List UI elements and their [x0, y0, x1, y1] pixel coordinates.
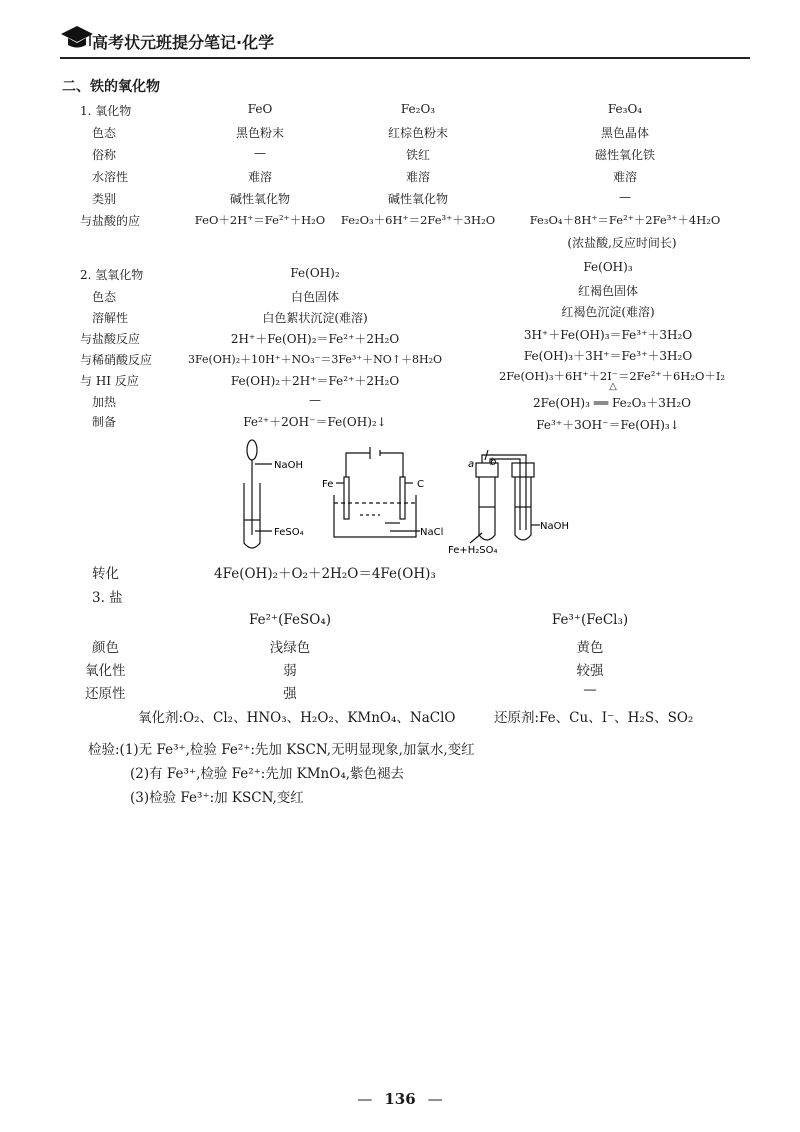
- apparatus-diagram: [220, 435, 580, 560]
- cell: 难溶: [405, 170, 431, 184]
- row-label: 色态: [92, 126, 117, 140]
- cell: Fe³⁺＋3OH⁻＝Fe(OH)₃↓: [536, 418, 680, 432]
- cell: 强: [283, 686, 297, 702]
- test-2: (2)有 Fe³⁺,检验 Fe²⁺:先加 KMnO₄,紫色褪去: [130, 766, 405, 782]
- row-label: 与稀硝酸反应: [80, 353, 153, 367]
- cell: 难溶: [612, 170, 638, 184]
- cell: —: [583, 682, 597, 698]
- header-title: 高考状元班提分笔记·化学: [92, 33, 275, 52]
- cell: 红褐色固体: [577, 284, 639, 298]
- cell: —: [619, 190, 631, 204]
- header-rule: [60, 57, 750, 59]
- cell: 黑色晶体: [600, 126, 650, 140]
- row-label: 色态: [92, 290, 117, 304]
- cell: —: [309, 393, 321, 407]
- label-fe-h2so4: Fe+H₂SO₄: [448, 545, 498, 556]
- salt-col-2: Fe³⁺(FeCl₃): [551, 612, 629, 628]
- cell: 白色固体: [290, 290, 340, 304]
- cell: 浅绿色: [269, 640, 311, 656]
- salts-label: 3. 盐: [92, 590, 123, 606]
- label-a: a: [468, 459, 475, 470]
- oxidants-line: 氧化剂:O₂、Cl₂、HNO₃、H₂O₂、KMnO₄、NaClO: [138, 710, 456, 726]
- cell: Fe(OH)₂＋2H⁺＝Fe²⁺＋2H₂O: [230, 374, 400, 388]
- oxide-col-2: Fe₂O₃: [400, 102, 436, 116]
- cell: —: [254, 146, 266, 160]
- row-label: 类别: [92, 192, 117, 206]
- cell: 碱性氧化物: [387, 192, 449, 206]
- oxide-note: (浓盐酸,反应时间长): [567, 236, 677, 250]
- reductants-line: 还原剂:Fe、Cu、I⁻、H₂S、SO₂: [494, 710, 694, 726]
- hydroxides-label: 2. 氢氧化物: [80, 268, 144, 282]
- hydroxide-col-2: Fe(OH)₃: [583, 260, 633, 274]
- test-3: (3)检验 Fe³⁺:加 KSCN,变红: [130, 790, 304, 806]
- label-fe: Fe: [322, 479, 334, 490]
- cell: 2H⁺＋Fe(OH)₂＝Fe²⁺＋2H₂O: [230, 332, 400, 346]
- cell: 难溶: [247, 170, 273, 184]
- row-label: 颜色: [92, 640, 119, 656]
- row-label: 俗称: [92, 148, 117, 162]
- row-label: 与盐酸的应: [80, 214, 141, 228]
- row-label: 氧化性: [85, 663, 126, 679]
- conversion-equation: 4Fe(OH)₂＋O₂＋2H₂O＝4Fe(OH)₃: [214, 566, 436, 582]
- cell: FeO＋2H⁺＝Fe²⁺＋H₂O: [194, 213, 326, 227]
- connected-tubes: [470, 450, 540, 543]
- row-label: 与 HI 反应: [80, 374, 139, 388]
- hydroxide-col-1: Fe(OH)₂: [290, 266, 340, 280]
- cell: Fe₃O₄＋8H⁺＝Fe²⁺＋2Fe³⁺＋4H₂O: [529, 213, 721, 227]
- row-label: 与盐酸反应: [80, 332, 141, 346]
- cell: 黑色粉末: [235, 126, 285, 140]
- cell: 磁性氧化铁: [594, 148, 656, 162]
- mortarboard-icon: [60, 24, 94, 54]
- cell: Fe₂O₃＋6H⁺＝2Fe³⁺＋3H₂O: [340, 213, 496, 227]
- heat-symbol: △: [609, 381, 617, 392]
- oxide-col-3: Fe₃O₄: [607, 102, 643, 116]
- label-b: b: [490, 457, 497, 468]
- oxide-col-1: FeO: [247, 102, 273, 116]
- conversion-label: 转化: [92, 566, 119, 582]
- label-nacl: NaCl: [420, 527, 444, 538]
- row-label: 还原性: [85, 686, 126, 702]
- label-c: C: [417, 479, 424, 490]
- label-naoh-2: NaOH: [540, 521, 569, 532]
- cell: 2Fe(OH)₃＋6H⁺＋2I⁻＝2Fe²⁺＋6H₂O＋I₂: [498, 369, 726, 383]
- row-label: 制备: [92, 415, 117, 429]
- cell: 黄色: [576, 640, 604, 656]
- electrolysis-cell: [334, 447, 420, 537]
- row-label: 溶解性: [92, 311, 129, 325]
- cell: 红棕色粉末: [387, 126, 449, 140]
- salt-col-1: Fe²⁺(FeSO₄): [248, 612, 332, 628]
- dropper-test-tube: [244, 440, 272, 548]
- cell: Fe(OH)₃＋3H⁺＝Fe³⁺＋3H₂O: [523, 349, 693, 363]
- page-number: — 136 —: [345, 1090, 454, 1108]
- cell: 白色絮状沉淀(难溶): [262, 311, 368, 325]
- row-label: 加热: [92, 395, 117, 409]
- cell: 2Fe(OH)₃ ══ Fe₂O₃＋3H₂O: [533, 396, 691, 410]
- test-1: 检验:(1)无 Fe³⁺,检验 Fe²⁺:先加 KSCN,无明显现象,加氯水,变红: [88, 742, 475, 758]
- cell: 3H⁺＋Fe(OH)₃＝Fe³⁺＋3H₂O: [523, 328, 693, 342]
- cell: 红褐色沉淀(难溶): [561, 305, 655, 319]
- row-label: 水溶性: [92, 170, 129, 184]
- label-naoh-1: NaOH: [274, 460, 303, 471]
- cell: 碱性氧化物: [229, 192, 291, 206]
- cell: 3Fe(OH)₂＋10H⁺＋NO₃⁻＝3Fe³⁺＋NO↑＋8H₂O: [187, 353, 443, 366]
- cell: Fe²⁺＋2OH⁻＝Fe(OH)₂↓: [243, 415, 387, 429]
- cell: 铁红: [405, 148, 431, 162]
- cell: 较强: [576, 663, 604, 679]
- section-title: 二、铁的氧化物: [62, 79, 160, 95]
- label-feso4: FeSO₄: [274, 527, 304, 538]
- oxides-label: 1. 氧化物: [80, 104, 132, 118]
- cell: 弱: [283, 663, 297, 679]
